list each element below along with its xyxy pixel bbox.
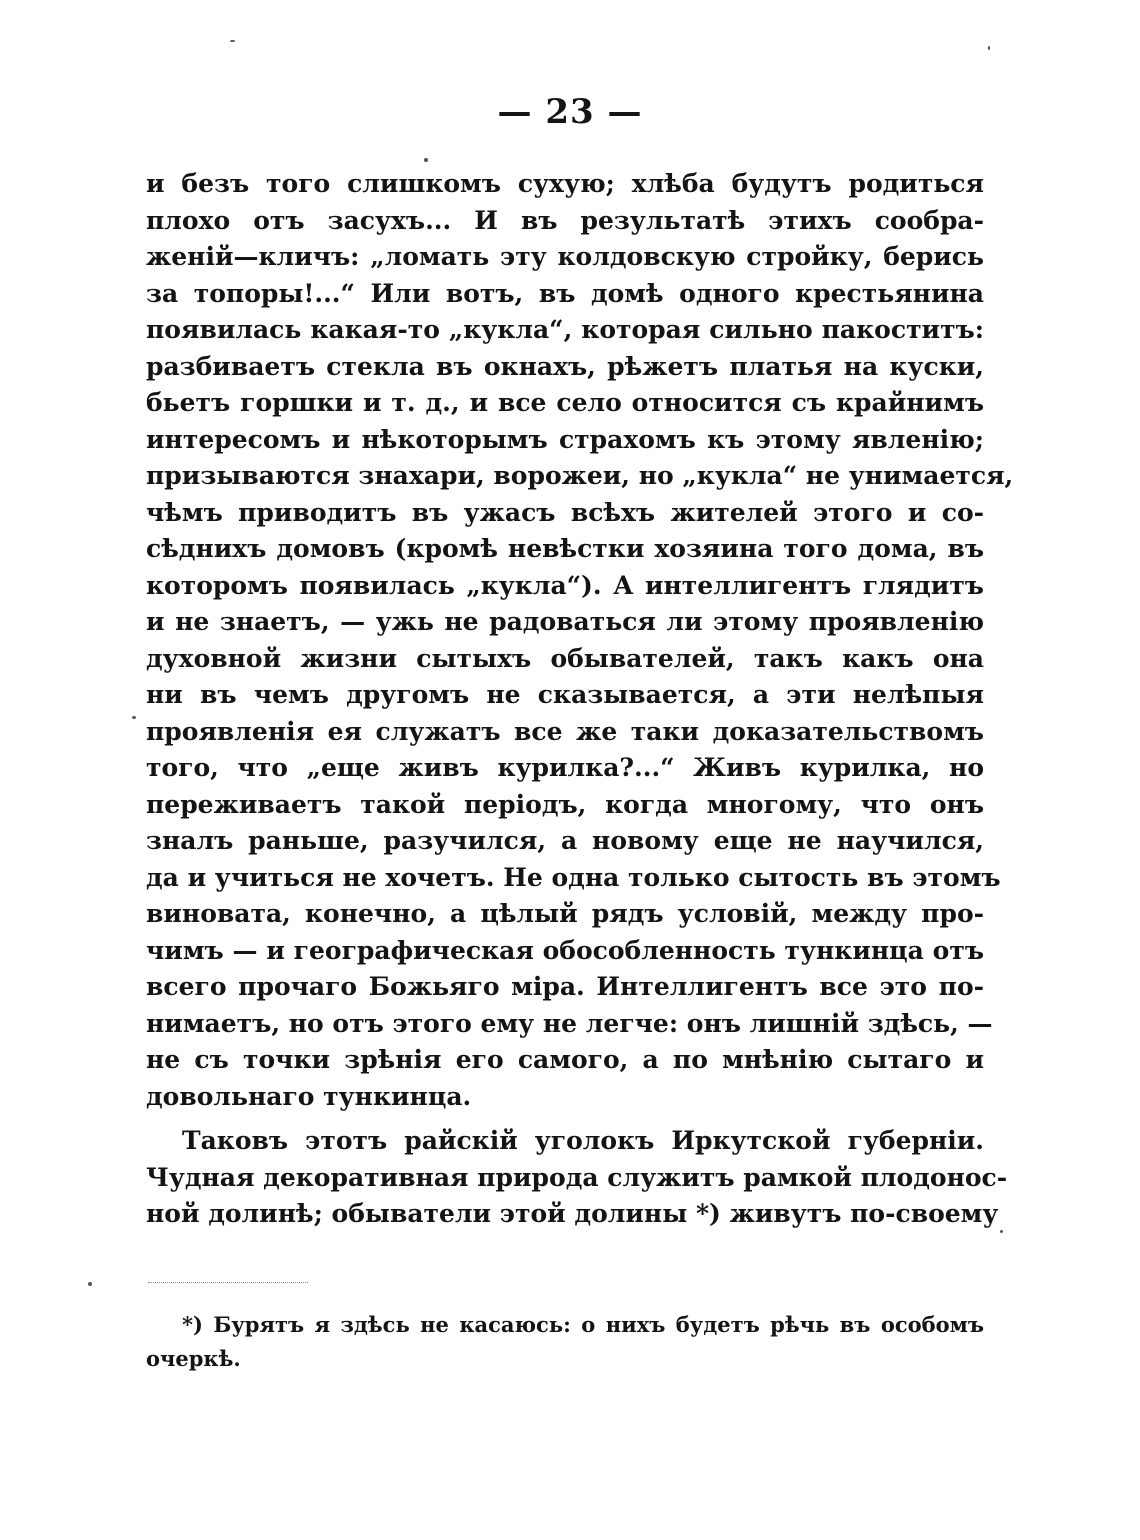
footnote-line: очеркѣ. (146, 1346, 241, 1371)
text-line: нимаетъ, но отъ этого ему не легче: онъ лишній здѣсь, — (146, 1008, 993, 1038)
text-line: появилась какая-то „кукла“, которая сильно пакоститъ: (146, 315, 984, 344)
text-line: которомъ появилась „кукла“). А интеллигентъ глядитъ (146, 570, 984, 600)
text-line: того, что „еще живъ курилка?...“ Живъ курилка, но (146, 753, 984, 782)
scan-speck (988, 46, 990, 50)
text-line: призываются знахари, ворожеи, но „кукла“ не унимается, (146, 461, 1014, 490)
body-text (146, 166, 1014, 1233)
text-line: духовной жизни сытыхъ обывателей, такъ какъ она (146, 643, 984, 673)
text-line: чимъ — и географическая обособленность тункинца отъ (146, 935, 984, 965)
text-line: виновата, конечно, а цѣлый рядъ условій, между про- (146, 899, 984, 928)
text-line: сѣднихъ домовъ (кромѣ невѣстки хозяина того дома, въ (146, 534, 984, 563)
text-line: Таковъ этотъ райскій уголокъ Иркутской губерніи. (182, 1126, 984, 1155)
text-line: не съ точки зрѣнія его самого, а по мнѣнію сытаго и (146, 1045, 984, 1074)
footnote-separator (148, 1282, 308, 1283)
text-line: проявленія ея служатъ все же таки доказательствомъ (146, 716, 984, 746)
scan-speck (1000, 1230, 1003, 1233)
text-line: ной долинѣ; обыватели этой долины *) живутъ по-своему (146, 1199, 999, 1228)
text-line: плохо отъ засухъ... И въ результатѣ этихъ сообра- (146, 205, 984, 235)
scan-speck (88, 1282, 92, 1286)
text-line: и не знаетъ, — ужь не радоваться ли этому проявленію (146, 607, 984, 636)
scan-speck (132, 716, 136, 719)
text-line: Чудная декоративная природа служитъ рамкой плодонос- (146, 1162, 1008, 1192)
text-line: да и учиться не хочетъ. Не одна только сытость въ этомъ (146, 862, 1001, 892)
text-line: всего прочаго Божьяго міра. Интеллигентъ все это по- (146, 972, 984, 1001)
text-line: и безъ того слишкомъ сухую; хлѣба будутъ родиться (146, 169, 984, 198)
paragraph-1 (146, 166, 1014, 1115)
footnote-line: *) Бурятъ я здѣсь не касаюсь: о нихъ будетъ рѣчь въ особомъ (182, 1312, 984, 1337)
text-line: разбиваетъ стекла въ окнахъ, рѣжетъ платья на куски, (146, 351, 984, 381)
text-line: довольнаго тункинца. (146, 1081, 472, 1111)
footnote (146, 1308, 984, 1376)
page-number: — 23 — (497, 92, 643, 132)
text-line: зналъ раньше, разучился, а новому еще не научился, (146, 826, 984, 855)
scan-speck (424, 158, 428, 162)
text-line: бьетъ горшки и т. д., и все село относится съ крайнимъ (146, 388, 984, 417)
text-line: ни въ чемъ другомъ не сказывается, а эти нелѣпыя (146, 680, 984, 709)
text-line: переживаетъ такой періодъ, когда многому, что онъ (146, 789, 984, 819)
text-line: за топоры!...“ Или вотъ, въ домѣ одного крестьянина (146, 278, 984, 308)
text-line: женій—кличъ: „ломать эту колдовскую стройку, берись (146, 242, 984, 271)
text-line: интересомъ и нѣкоторымъ страхомъ къ этому явленію; (146, 424, 984, 454)
scan-speck (230, 40, 235, 42)
text-line: чѣмъ приводитъ въ ужасъ всѣхъ жителей этого и со- (146, 497, 984, 527)
paragraph-gap (146, 1115, 984, 1123)
paragraph-2 (146, 1123, 1008, 1233)
